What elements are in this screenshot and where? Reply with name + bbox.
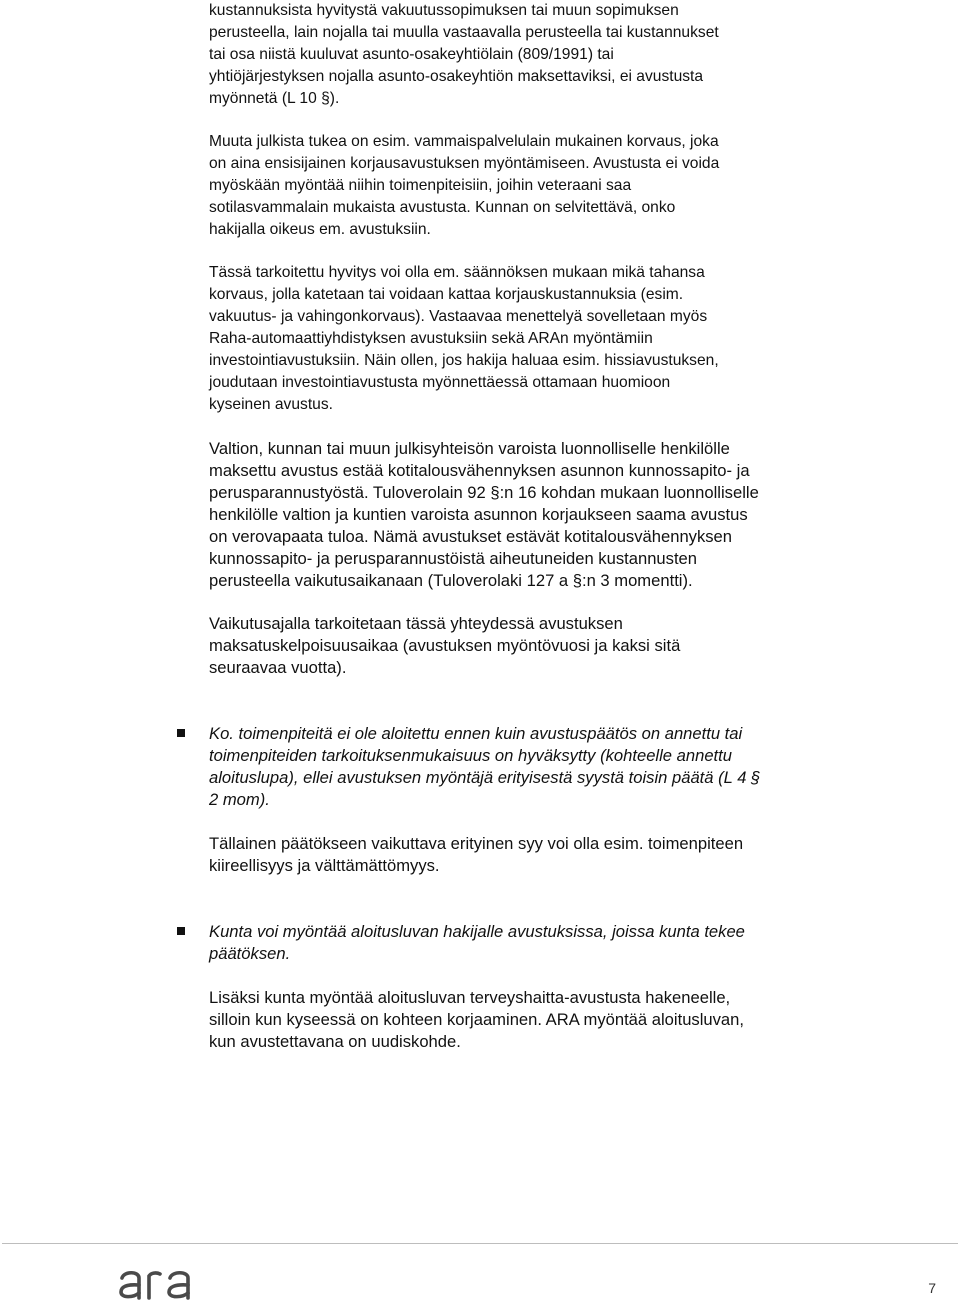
text-line: Vaikutusajalla tarkoitetaan tässä yhteydessä avustuksen [209, 614, 623, 633]
text-line: investointiavustuksiin. Näin ollen, jos hakija haluaa esim. hissiavustuksen, [209, 352, 719, 369]
text-line: kustannuksista hyvitystä vakuutussopimuksen tai muun sopimuksen [209, 2, 679, 19]
text-line: toimenpiteiden tarkoituksenmukaisuus on hyväksytty (kohteelle annettu [209, 746, 732, 765]
paragraph-vaikutusaika [209, 613, 680, 679]
text-line: maksettu avustus estää kotitalousvähennyksen asunnon kunnossapito- ja [209, 461, 750, 480]
paragraph-erityinen-syy [209, 833, 743, 877]
text-line: myöskään myöntää niihin toimenpiteisiin, joihin veteraani saa [209, 177, 632, 194]
footer-divider [2, 1243, 958, 1244]
text-line: korvaus, jolla katetaan tai voidaan kattaa korjauskustannuksia (esim. [209, 286, 684, 303]
text-line: henkilölle valtion ja kuntien varoista asunnon korjaukseen saama avustus [209, 505, 748, 524]
square-bullet-icon [177, 729, 185, 737]
page-number: 7 [928, 1280, 936, 1296]
text-line: myönnetä (L 10 §). [209, 90, 340, 107]
text-line: perusteella, lain nojalla tai muulla vastaavalla perusteella tai kustannukset [209, 24, 719, 41]
text-line: hakijalla oikeus em. avustuksiin. [209, 221, 431, 238]
text-line: maksatuskelpoisuusaikaa (avustuksen myöntövuosi ja kaksi sitä [209, 636, 681, 655]
text-line: Valtion, kunnan tai muun julkisyhteisön varoista luonnolliselle henkilölle [209, 439, 730, 458]
text-line: kun avustettavana on uudiskohde. [209, 1032, 461, 1051]
text-line: on aina ensisijainen korjausavustuksen myöntämiseen. Avustusta ei voida [209, 155, 720, 172]
text-line: kyseinen avustus. [209, 396, 333, 413]
bullet-item-aloituslupa [209, 921, 745, 965]
text-line: perusparannustyöstä. Tuloverolain 92 §:n 16 kohdan mukaan luonnolliselle [209, 483, 759, 502]
text-line: vakuutus- ja vahingonkorvaus). Vastaavaa menettelyä sovelletaan myös [209, 308, 708, 325]
paragraph-kotitalousvahennys [209, 438, 759, 592]
text-line: päätöksen. [209, 944, 291, 963]
text-line: 2 mom). [209, 790, 270, 809]
ara-logo [118, 1266, 193, 1300]
text-line: Lisäksi kunta myöntää aloitusluvan terveyshaitta-avustusta hakeneelle, [209, 988, 731, 1007]
text-line: Kunta voi myöntää aloitusluvan hakijalle avustuksissa, joissa kunta tekee [209, 922, 745, 941]
text-line: Tässä tarkoitettu hyvitys voi olla em. säännöksen mukaan mikä tahansa [209, 264, 705, 281]
text-line: tai osa niistä kuuluvat asunto-osakeyhtiölain (809/1991) tai [209, 46, 614, 63]
paragraph-muuta-julkista-tukea [209, 131, 719, 241]
text-line: kiireellisyys ja välttämättömyys. [209, 856, 440, 875]
text-line: yhtiöjärjestyksen nojalla asunto-osakeyhtiön maksettaviksi, ei avustusta [209, 68, 704, 85]
text-line: Muuta julkista tukea on esim. vammaispalvelulain mukainen korvaus, joka [209, 133, 719, 150]
text-line: Tällainen päätökseen vaikuttava erityinen syy voi olla esim. toimenpiteen [209, 834, 744, 853]
paragraph-terveyshaitta [209, 987, 744, 1053]
text-line: aloituslupa), ellei avustuksen myöntäjä erityisestä syystä toisin päätä (L 4 § [209, 768, 761, 787]
square-bullet-icon [177, 927, 185, 935]
text-line: silloin kun kyseessä on kohteen korjaaminen. ARA myöntää aloitusluvan, [209, 1010, 744, 1029]
text-line: kunnossapito- ja perusparannustöistä aiheutuneiden kustannusten [209, 549, 698, 568]
text-line: joudutaan investointiavustusta myönnettäessä ottamaan huomioon [209, 374, 671, 391]
text-line: perusteella vaikutusaikanaan (Tuloverolaki 127 a §:n 3 momentti). [209, 571, 693, 590]
paragraph-hyvitys-maaritelma [209, 262, 719, 416]
paragraph-hyvitys [209, 0, 719, 110]
text-line: Raha-automaattiyhdistyksen avustuksiin sekä ARAn myöntämiin [209, 330, 653, 347]
text-line: sotilasvammalain mukaista avustusta. Kunnan on selvitettävä, onko [209, 199, 676, 216]
bullet-item-aloittaminen [209, 723, 760, 811]
text-line: Ko. toimenpiteitä ei ole aloitettu ennen kuin avustuspäätös on annettu tai [209, 724, 743, 743]
text-line: on verovapaata tuloa. Nämä avustukset estävät kotitalousvähennyksen [209, 527, 733, 546]
text-line: seuraavaa vuotta). [209, 658, 347, 677]
